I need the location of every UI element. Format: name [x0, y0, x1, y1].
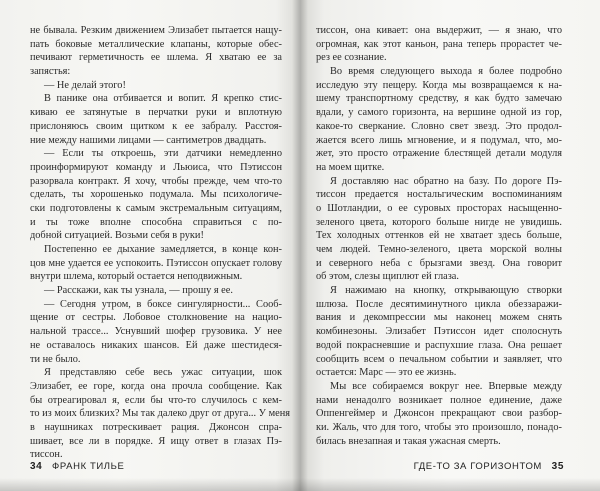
text-line: щение от сестры. Лобовое столкновение на нацио- — [30, 312, 282, 324]
text-line: шему транспортному средству, я как будто замечаю — [316, 93, 562, 105]
text-line: на моем щитке. — [316, 161, 385, 173]
right-page-number: 35 — [551, 461, 564, 472]
text-line: нальной трассе... Уснувший шофер грузовика. У нее — [30, 326, 282, 338]
book-gutter — [292, 0, 308, 491]
left-page-footer — [30, 461, 124, 472]
text-line: ние между нашими лицами — сантиметров двадцать. — [30, 134, 267, 146]
text-line: жается всего лишь мгновение, и я подумал, что, мо- — [316, 134, 562, 146]
right-page-footer — [414, 461, 564, 472]
left-running-title: ФРАНК ТИЛЬЕ — [52, 461, 125, 472]
text-line: проинформируют команду и Льюиса, что Пэтиссон — [30, 161, 282, 173]
text-line: зеленого цвета, которого больше нигде не увидишь. — [316, 216, 562, 228]
text-line: киваю ее затянутые в перчатки руки и вплотную — [30, 107, 282, 119]
text-line: печивают герметичность ее шлема. Я хватаю ее за — [30, 52, 282, 64]
text-line: Тех холодных оттенков ей не хватает здесь больше, — [316, 230, 562, 242]
text-line: тиссон, она кивает: она выдержит, — я знаю, что — [316, 25, 562, 36]
text-line: прислоняюсь своим щитком к ее забралу. Расстоя- — [30, 120, 282, 132]
text-line: то из моих близких? Мы так далеко друг от друга... У меня — [30, 408, 291, 420]
text-line: билась внезапная и такая ужасная смерть. — [316, 435, 501, 447]
text-line: рез ее сознание. — [316, 52, 387, 64]
text-line: — Если ты откроешь, эти датчики немедленно — [44, 148, 282, 160]
text-line: Я представляю себе весь ужас ситуации, шок — [44, 367, 282, 379]
text-line: не бывала. Резким движением Элизабет пытается нащу- — [30, 25, 282, 36]
text-line: исследую эту пещеру. Когда мы возвращаемся к на- — [316, 79, 562, 91]
text-line: об этом, слезы щиплют ей глаза. — [316, 271, 459, 283]
text-line: ки. Жаль, что для того, чтобы это произошло, понадо- — [316, 421, 562, 433]
right-running-title: ГДЕ-ТО ЗА ГОРИЗОНТОМ — [413, 461, 542, 472]
text-line: — Расскажи, как ты узнала, — прошу я ее. — [44, 285, 233, 297]
text-line: — Сегодня утром, в боксе сингулярности... Сооб- — [44, 298, 282, 310]
text-line: вдали, у самого горизонта, на вершине одной из гор, — [316, 107, 562, 119]
text-line: водой покрасневшие и распухшие глаза. Она решает — [316, 339, 562, 351]
bottom-shadow — [0, 478, 600, 491]
text-line: бы отреагировал я, если бы что-то случилось с кем- — [30, 394, 282, 406]
text-line: добной ситуацией. Возьми себя в руки! — [30, 230, 204, 242]
left-page-text — [30, 24, 291, 462]
text-line: запястья: — [30, 66, 71, 78]
text-line: ски подготовлены к самым экстремальным ситуациям, — [30, 202, 282, 214]
text-line: и северного неба с брызгами звезд. Она говорит — [316, 257, 562, 269]
text-line: цов мне удается ее успокоить. Пэтиссон опускает голову — [30, 257, 282, 269]
text-line: огромная, как этот каньон, рана теперь прорастет че- — [316, 38, 562, 50]
text-line: тиссон. — [30, 449, 63, 461]
right-page-text — [316, 24, 562, 448]
text-line: Оппенгеймер и Джонсон прекращают свои разбор- — [316, 408, 562, 420]
text-line: сделать, ты хорошенько подумала. Мы психологиче- — [30, 189, 282, 201]
text-line: Во время следующего выхода я более подробно — [330, 66, 562, 78]
text-line: — Не делай этого! — [44, 79, 126, 91]
text-line: В панике она отбивается и вопит. Я крепко стис- — [44, 93, 282, 105]
text-line: ти не было. — [30, 353, 81, 365]
text-line: внутри шлема, который остается неподвижным. — [30, 271, 243, 283]
text-line: Я нажимаю на кнопку, открывающую створки — [330, 285, 562, 297]
text-line: Мы все собираемся вокруг нее. Впервые между — [330, 380, 562, 392]
text-line: в наушниках потрескивает рация. Джонсон спра- — [30, 421, 282, 433]
text-line: чем людей. Темно-зеленого, цвета морской волны — [316, 244, 562, 255]
text-line: не оставалось никаких шансов. Ей даже шестидеся- — [30, 339, 282, 351]
text-line: остается: Марс — это ее жизнь. — [316, 367, 457, 379]
text-line: комбинезоны. Элизабет Пэтиссон идет сполоснуть — [316, 326, 562, 338]
text-line: тиссон предается ностальгическим воспоминаниям — [316, 189, 562, 201]
text-line: шивает, все ли в порядке. Я ищу ответ в глазах Пэ- — [30, 435, 282, 447]
text-line: нами ненадолго возникает полное единение, даже — [316, 394, 562, 406]
text-line: жет, это просто отражение блестящей детали модуля — [316, 148, 562, 160]
text-line: Я доставляю нас обратно на базу. По дороге Пэ- — [330, 175, 562, 187]
text-line: разорвала контракт. Я хочу, чтобы прежде, чем что-то — [30, 175, 282, 187]
text-line: и ты тоже вполне способна справиться с по- — [30, 216, 282, 228]
text-line: шлюза. После десятиминутного цикла обеззаражи- — [316, 298, 562, 310]
left-page-number: 34 — [30, 461, 43, 472]
text-line: вания и декомпрессии мы наконец можем снять — [316, 312, 562, 324]
text-line: сообщить всем о печальном событии и заявляет, что — [316, 353, 562, 365]
text-line: Постепенно ее дыхание замедляется, в конце кон- — [44, 244, 282, 255]
text-line: Элизабет, ее горе, когда она прочла сообщение. Как — [30, 380, 282, 392]
text-line: о Шотландии, о ее суровых просторах насыщенно- — [316, 202, 562, 214]
text-line: какое-то сверкание. Словно свет звезд. Это продол- — [316, 120, 562, 132]
right-page — [300, 0, 600, 491]
text-line: пать боковые металлические клапаны, которые обес- — [30, 38, 282, 50]
